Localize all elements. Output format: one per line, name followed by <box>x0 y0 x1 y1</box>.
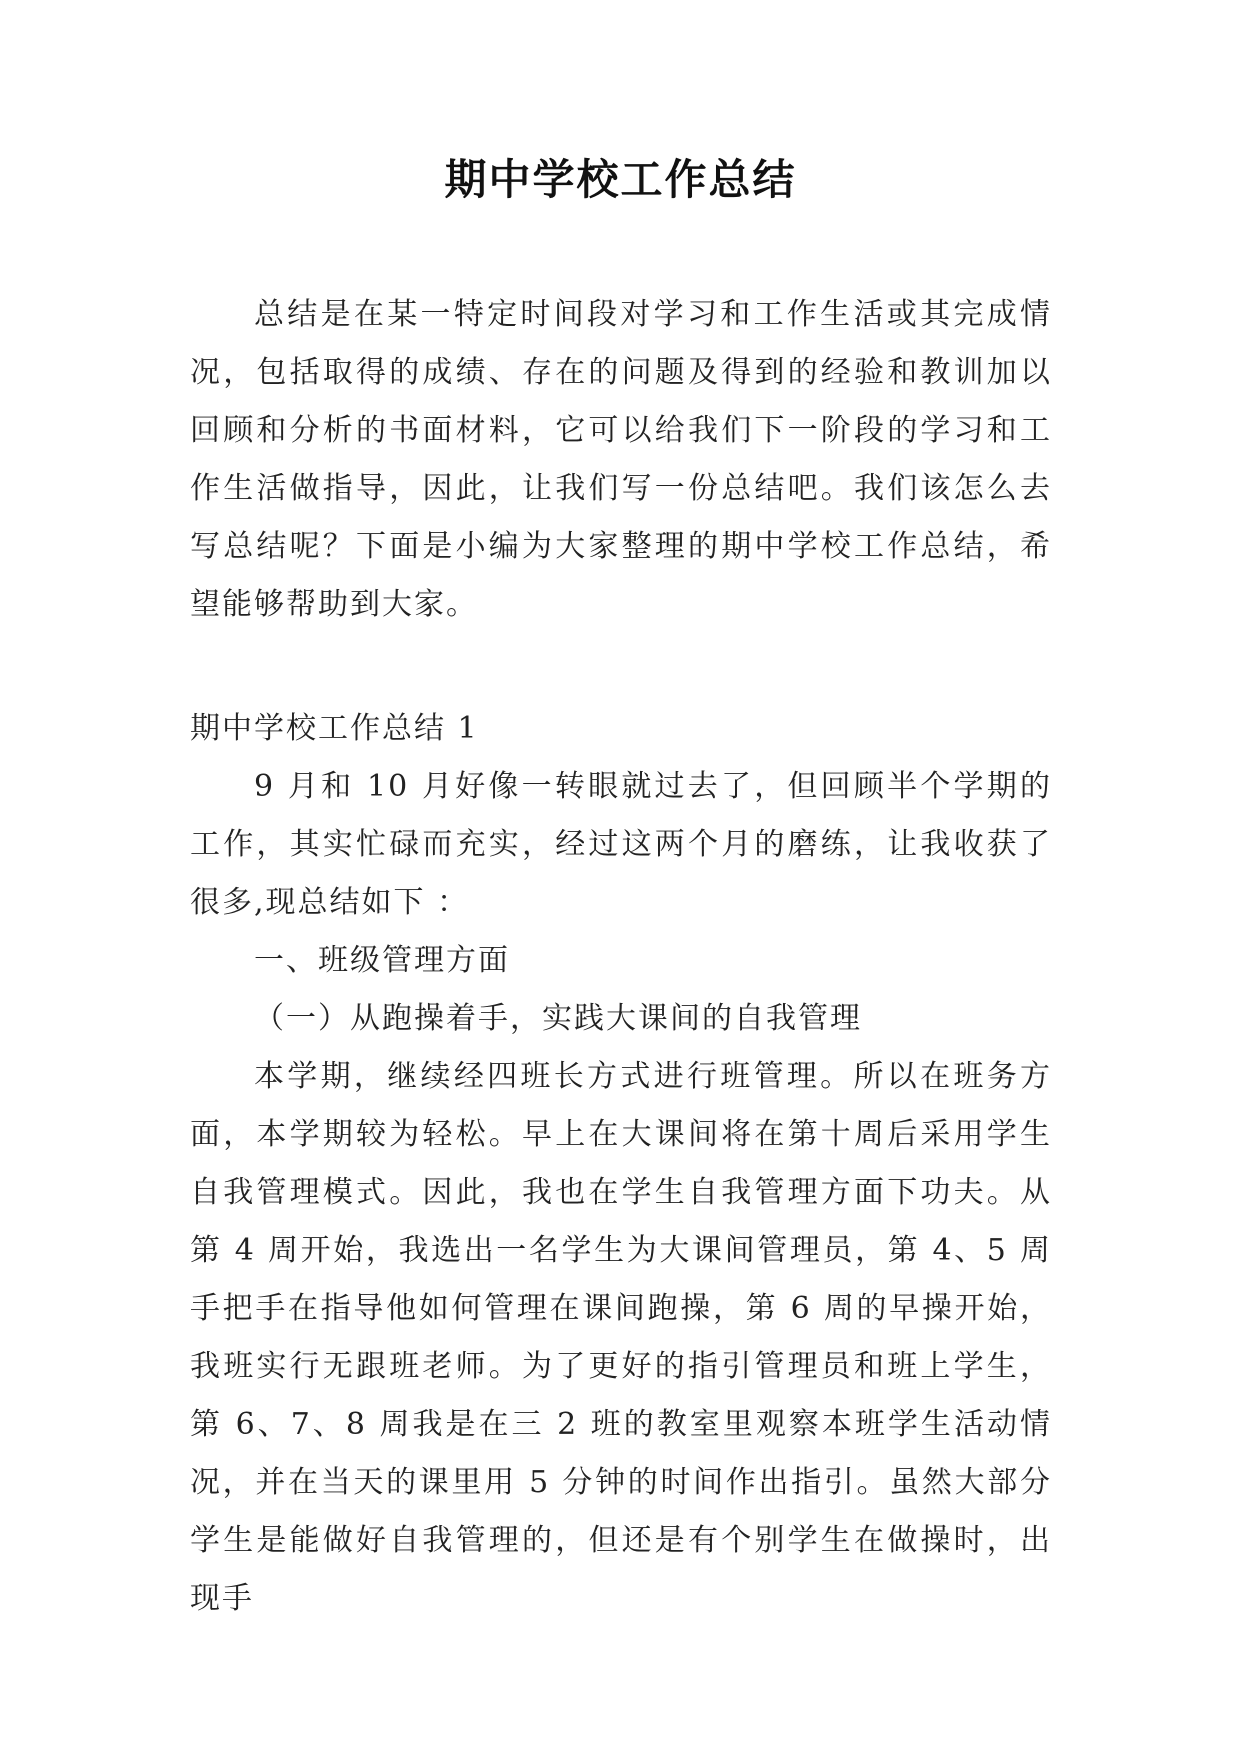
document-title: 期中学校工作总结 <box>444 155 797 204</box>
paragraph-1: 9 月和 10 月好像一转眼就过去了，但回顾半个学期的工作，其实忙碌而充实，经过这两个月的磨练，让我收获了很多,现总结如下 ： <box>190 769 1052 920</box>
sub-heading-running-exercise: （一）从跑操着手，实践大课间的自我管理 <box>254 1001 862 1036</box>
sub-heading-class-management: 一、班级管理方面 <box>254 943 510 978</box>
intro-paragraph: 总结是在某一特定时间段对学习和工作生活或其完成情况，包括取得的成绩、存在的问题及得到的经验和教训加以回顾和分析的书面材料，它可以给我们下一阶段的学习和工作生活做指导，因此，让我们写一份总结吧。我们该怎么去写总结呢？下面是小编为大家整理的期中学校工作总结，希望能够帮助到大家。 <box>190 297 1052 622</box>
section-heading: 期中学校工作总结 1 <box>190 711 479 746</box>
paragraph-2: 本学期，继续经四班长方式进行班管理。所以在班务方面，本学期较为轻松。早上在大课间将在第十周后采用学生自我管理模式。因此，我也在学生自我管理方面下功夫。从第 4 周开始，我选出一名学生为大课间管理员，第 4、5 周手把手在指导他如何管理在课间跑操，第 6 周的早操开始，我班实行无跟班老师。为了更好的指引管理员和班上学生，第 6、7、8 周我是在三 2 班的教室里观察本班学生活动情况，并在当天的课里用 5 分钟的时间作出指引。虽然大部分学生是能做好自我管理的，但还是有个别学生在做操时，出现手 <box>190 1059 1052 1616</box>
